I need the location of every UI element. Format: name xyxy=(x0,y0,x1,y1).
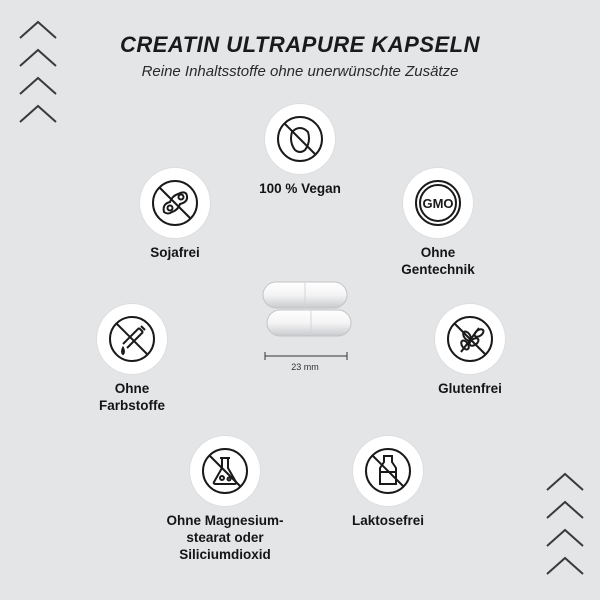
capsule-size-label: 23 mm xyxy=(291,362,319,372)
feature-label: Laktosefrei xyxy=(351,513,425,528)
feature-label: Sojafrei xyxy=(150,245,200,260)
feature-lactose-free xyxy=(318,436,458,529)
gluten-free-icon xyxy=(435,304,505,374)
feature-gluten-free xyxy=(400,304,540,397)
no-magnesium-stearate-icon xyxy=(190,436,260,506)
feature-no-magnesium-stearate xyxy=(155,436,295,563)
feature-dye-free xyxy=(62,304,202,414)
soy-free-icon xyxy=(140,168,210,238)
feature-label: Ohne Gentechnik xyxy=(401,245,475,277)
feature-label: Glutenfrei xyxy=(438,381,502,396)
feature-label: Ohne Farbstoffe xyxy=(98,381,165,413)
gmo-free-icon xyxy=(403,168,473,238)
feature-vegan xyxy=(230,104,370,197)
page-title: CREATIN ULTRAPURE KAPSELN xyxy=(119,32,481,57)
feature-soy-free xyxy=(105,168,245,261)
feature-label: Ohne Magnesium- stearat oder Siliciumdioxid xyxy=(166,513,284,562)
feature-label: 100 % Vegan xyxy=(259,181,341,196)
dye-free-icon xyxy=(97,304,167,374)
measurement-line xyxy=(265,352,347,360)
svg-text:GMO: GMO xyxy=(422,196,454,211)
page-subtitle: Reine Inhaltsstoffe ohne unerwünschte Zusätze xyxy=(141,63,459,80)
chevrons-decoration-bottom-right xyxy=(545,470,585,582)
capsule-top xyxy=(263,282,347,308)
capsule-bottom xyxy=(267,310,351,336)
capsule-illustration xyxy=(255,278,355,373)
lactose-free-icon xyxy=(353,436,423,506)
vegan-icon xyxy=(265,104,335,174)
feature-gmo-free xyxy=(368,168,508,278)
chevron-up-icon xyxy=(545,470,585,582)
